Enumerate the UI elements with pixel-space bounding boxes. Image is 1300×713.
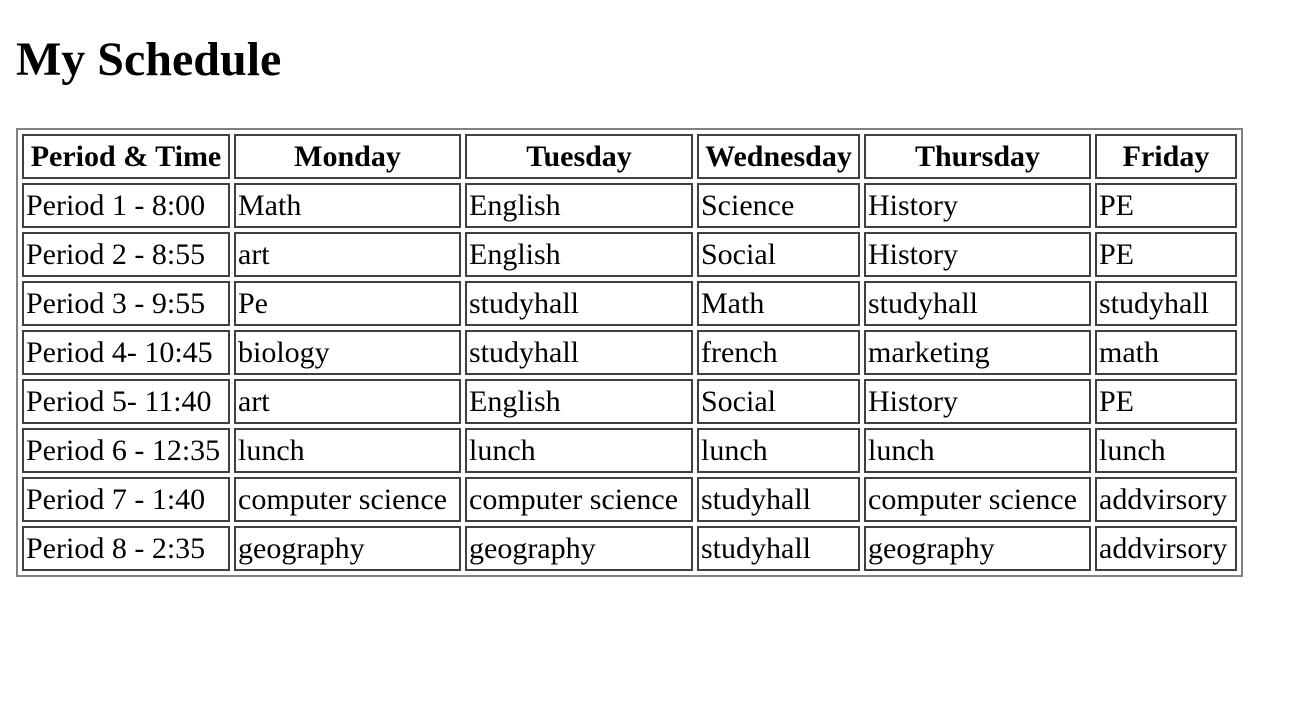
tuesday-cell: studyhall xyxy=(465,281,693,326)
period-cell: Period 6 - 12:35 xyxy=(22,428,230,473)
wednesday-cell: lunch xyxy=(697,428,860,473)
monday-cell: Math xyxy=(234,183,461,228)
header-monday: Monday xyxy=(234,134,461,179)
wednesday-cell: Social xyxy=(697,232,860,277)
table-row xyxy=(22,330,1237,375)
wednesday-cell: Science xyxy=(697,183,860,228)
wednesday-cell: Social xyxy=(697,379,860,424)
friday-cell: PE xyxy=(1095,232,1237,277)
thursday-cell: studyhall xyxy=(864,281,1091,326)
table-row xyxy=(22,526,1237,571)
period-cell: Period 4- 10:45 xyxy=(22,330,230,375)
table-row xyxy=(22,281,1237,326)
tuesday-cell: computer science xyxy=(465,477,693,522)
tuesday-cell: English xyxy=(465,379,693,424)
thursday-cell: geography xyxy=(864,526,1091,571)
table-row xyxy=(22,428,1237,473)
header-period-time: Period & Time xyxy=(22,134,230,179)
friday-cell: lunch xyxy=(1095,428,1237,473)
header-row xyxy=(22,134,1237,179)
period-cell: Period 3 - 9:55 xyxy=(22,281,230,326)
table-row xyxy=(22,183,1237,228)
table-row xyxy=(22,379,1237,424)
tuesday-cell: English xyxy=(465,232,693,277)
wednesday-cell: french xyxy=(697,330,860,375)
tuesday-cell: English xyxy=(465,183,693,228)
tuesday-cell: studyhall xyxy=(465,330,693,375)
monday-cell: geography xyxy=(234,526,461,571)
monday-cell: biology xyxy=(234,330,461,375)
tuesday-cell: geography xyxy=(465,526,693,571)
header-thursday: Thursday xyxy=(864,134,1091,179)
period-cell: Period 5- 11:40 xyxy=(22,379,230,424)
header-wednesday: Wednesday xyxy=(697,134,860,179)
friday-cell: PE xyxy=(1095,183,1237,228)
thursday-cell: marketing xyxy=(864,330,1091,375)
wednesday-cell: studyhall xyxy=(697,477,860,522)
thursday-cell: lunch xyxy=(864,428,1091,473)
table-row xyxy=(22,477,1237,522)
friday-cell: math xyxy=(1095,330,1237,375)
friday-cell: addvirsory xyxy=(1095,526,1237,571)
tuesday-cell: lunch xyxy=(465,428,693,473)
period-cell: Period 7 - 1:40 xyxy=(22,477,230,522)
monday-cell: art xyxy=(234,379,461,424)
header-tuesday: Tuesday xyxy=(465,134,693,179)
friday-cell: PE xyxy=(1095,379,1237,424)
monday-cell: computer science xyxy=(234,477,461,522)
monday-cell: lunch xyxy=(234,428,461,473)
table-row xyxy=(22,232,1237,277)
period-cell: Period 8 - 2:35 xyxy=(22,526,230,571)
page-title: My Schedule xyxy=(16,33,282,86)
schedule-table xyxy=(16,128,1243,577)
monday-cell: Pe xyxy=(234,281,461,326)
header-friday: Friday xyxy=(1095,134,1237,179)
period-cell: Period 1 - 8:00 xyxy=(22,183,230,228)
thursday-cell: History xyxy=(864,232,1091,277)
monday-cell: art xyxy=(234,232,461,277)
thursday-cell: History xyxy=(864,379,1091,424)
wednesday-cell: studyhall xyxy=(697,526,860,571)
wednesday-cell: Math xyxy=(697,281,860,326)
friday-cell: studyhall xyxy=(1095,281,1237,326)
period-cell: Period 2 - 8:55 xyxy=(22,232,230,277)
friday-cell: addvirsory xyxy=(1095,477,1237,522)
thursday-cell: computer science xyxy=(864,477,1091,522)
thursday-cell: History xyxy=(864,183,1091,228)
